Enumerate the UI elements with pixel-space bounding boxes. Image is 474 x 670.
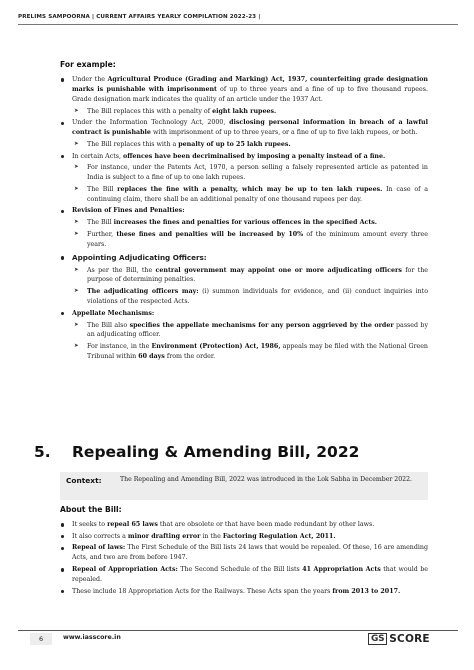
bullet-dot-icon	[61, 547, 64, 550]
arrow-right-icon: ➤	[74, 343, 79, 350]
bullet-revision-fines: Revision of Fines and Penalties:	[60, 206, 428, 216]
bullet-repeal-of-laws: Repeal of laws: The First Schedule of the Bill lists 24 laws that would be repealed. Of these, 16 are amending Acts, and two are from before 1947.	[60, 543, 428, 563]
bullet-it-act: Under the Information Technology Act, 2000, disclosing personal information in breach of a lawful contract is punishable with imprisonment of up to three years, or a fine of up to five lakh rupees, or both.	[60, 118, 428, 138]
sub-bullet-patents-act: ➤ For instance, under the Patents Act, 1970, a person selling a falsely represented article as patented in India is subject to a fine of up to one lakh rupees.	[74, 164, 428, 182]
arrow-right-icon: ➤	[74, 164, 79, 171]
sub-bullet-central-government: ➤ As per the Bill, the central government may appoint one or more adjudicating officers for the purpose of determining penalties.	[74, 266, 428, 284]
sub-bullet-environment-act: ➤ For instance, in the Environment (Protection) Act, 1986, appeals may be filed with the National Green Tribunal within 60 days from the order.	[74, 343, 428, 361]
sub-bullet-eight-lakh: ➤ The Bill replaces this with a penalty of eight lakh rupees.	[74, 107, 277, 115]
sub-bullet-increases-fines: ➤ The Bill increases the fines and penalties for various offences in the specified Acts.	[74, 219, 377, 227]
bullet-dot-icon	[61, 535, 64, 538]
bullet-dot-icon	[61, 590, 64, 593]
logo-gs-mark: GS	[368, 633, 387, 645]
bullet-decriminalised: In certain Acts, offences have been decriminalised by imposing a penalty instead of a fine.	[60, 152, 428, 162]
about-heading: About the Bill:	[60, 505, 122, 514]
bullet-appropriation-acts: Repeal of Appropriation Acts: The Second Schedule of the Bill lists 41 Appropriation Acts that would be repealed.	[60, 565, 428, 585]
section-heading	[18, 443, 458, 467]
context-box	[60, 472, 428, 500]
arrow-right-icon: ➤	[74, 266, 79, 273]
footer-divider	[18, 630, 458, 631]
bullet-appellate-mechanisms: Appellate Mechanisms:	[60, 309, 428, 319]
logo-score-text: SCORE	[389, 632, 430, 645]
bullet-repeal-65-laws: It seeks to repeal 65 laws that are obsolete or that have been made redundant by other laws.	[60, 520, 428, 530]
sub-bullet-officers-may: ➤ The adjudicating officers may: (i) summon individuals for evidence, and (ii) conduct inquiries into violations of the respected Acts.	[74, 288, 428, 306]
page-number: 6	[30, 633, 52, 645]
context-label: Context:	[66, 476, 102, 485]
sub-bullet-ten-lakh: ➤ The Bill replaces the fine with a penalty, which may be up to ten lakh rupees. In case of a continuing claim, there shall be an additional penalty of one thousand rupees per day.	[74, 185, 428, 203]
header-divider	[18, 24, 458, 25]
arrow-right-icon: ➤	[74, 185, 79, 192]
about-section	[60, 505, 428, 598]
bullet-dot-icon	[61, 256, 64, 259]
example-section	[60, 60, 428, 364]
running-header: PRELIMS SAMPOORNA | CURRENT AFFAIRS YEARLY COMPILATION 2022-23 |	[18, 14, 261, 20]
sub-bullet-appellate-order: ➤ The Bill also specifies the appellate mechanisms for any person aggrieved by the order passed by an adjudicating officer.	[74, 321, 428, 339]
context-text: The Repealing and Amending Bill, 2022 was introduced in the Lok Sabha in December 2022.	[120, 476, 412, 483]
bullet-dot-icon	[61, 210, 64, 213]
sub-bullet-ten-percent: ➤ Further, these fines and penalties will be increased by 10% of the minimum amount every three years.	[74, 230, 429, 248]
bullet-drafting-error: It also corrects a minor drafting error in the Factoring Regulation Act, 2011.	[60, 532, 428, 542]
bullet-dot-icon	[61, 568, 64, 571]
example-heading: For example:	[60, 60, 116, 69]
website-link[interactable]: www.iasscore.in	[63, 634, 121, 641]
bullet-dot-icon	[61, 523, 64, 526]
arrow-right-icon: ➤	[74, 321, 79, 328]
arrow-right-icon: ➤	[74, 140, 79, 147]
arrow-right-icon: ➤	[74, 107, 79, 114]
section-title: Repealing & Amending Bill, 2022	[72, 443, 360, 461]
bullet-dot-icon	[61, 312, 64, 315]
gs-score-logo	[368, 632, 430, 645]
bullet-dot-icon	[61, 155, 64, 158]
bullet-dot-icon	[61, 78, 64, 81]
bullet-railways-acts: These include 18 Appropriation Acts for the Railways. These Acts span the years from 2013 to 2017.	[60, 587, 428, 597]
arrow-right-icon: ➤	[74, 288, 79, 295]
bullet-adjudicating-officers: Appointing Adjudicating Officers:	[60, 253, 428, 263]
section-number: 5.	[34, 443, 51, 461]
arrow-right-icon: ➤	[74, 230, 79, 237]
bullet-agricultural-produce-act: Under the Agricultural Produce (Grading and Marking) Act, 1937, counterfeiting grade designation marks is punishable with imprisonment of up to three years and a fine of up to five thousand rupees. Grade designation mark indicates the quality of an article under the 1937 Act.	[60, 75, 428, 105]
bullet-dot-icon	[61, 122, 64, 125]
arrow-right-icon: ➤	[74, 219, 79, 226]
sub-bullet-25-lakh: ➤ The Bill replaces this with a penalty of up to 25 lakh rupees.	[74, 140, 291, 148]
